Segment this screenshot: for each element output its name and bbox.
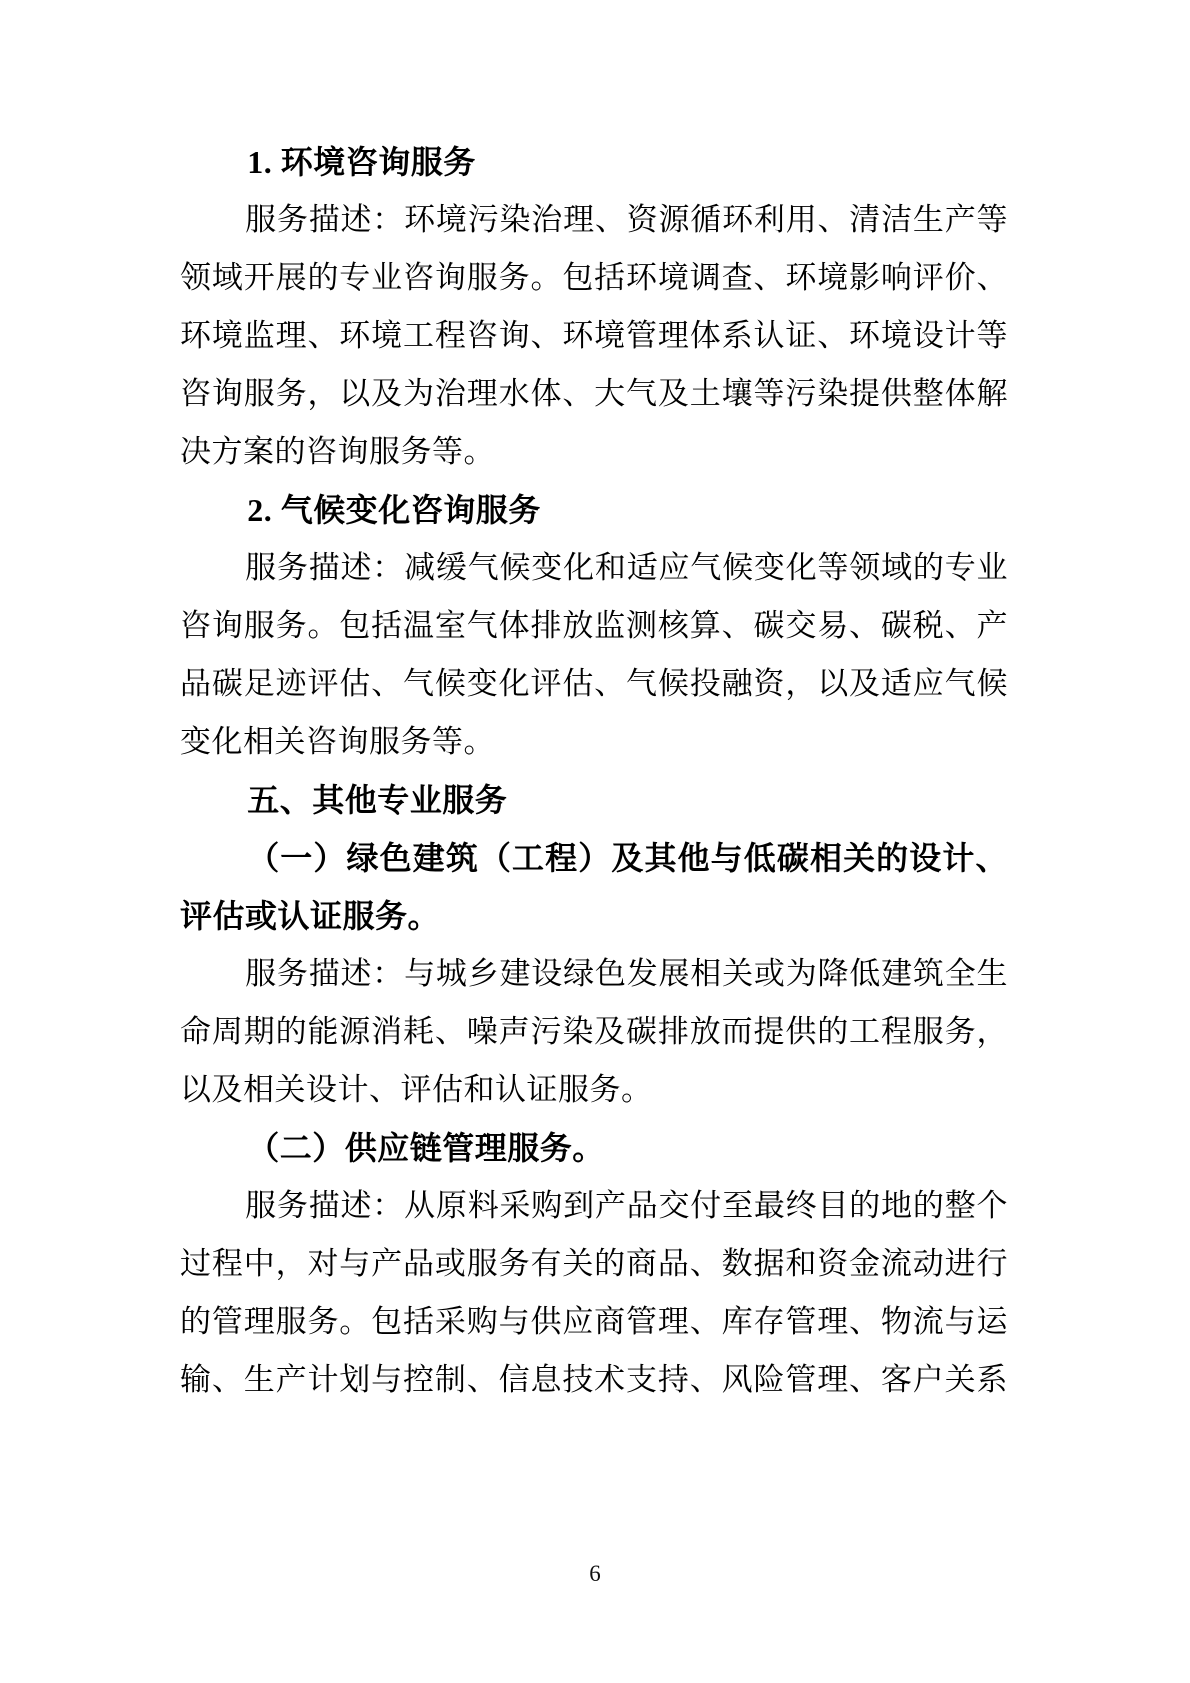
heading-green-building-design-assessment-certification: （一）绿色建筑（工程）及其他与低碳相关的设计、评估或认证服务。: [180, 840, 1008, 934]
paragraph-climate-change-consulting-description: 服务描述：减缓气候变化和适应气候变化等领域的专业咨询服务。包括温室气体排放监测核算、碳交易、碳税、产品碳足迹评估、气候变化评估、气候投融资，以及适应气候变化相关咨询服务等。: [180, 550, 1008, 759]
paragraph-supply-chain-management-description: 服务描述：从原料采购到产品交付至最终目的地的整个过程中，对与产品或服务有关的商品、数据和资金流动进行的管理服务。包括采购与供应商管理、库存管理、物流与运输、生产计划与控制、信息技术支持、风险管理、客户关系: [180, 1188, 1008, 1397]
page-content: [180, 133, 1008, 1409]
heading-environment-consulting-service: 1. 环境咨询服务: [247, 144, 476, 180]
heading-other-professional-services: 五、其他专业服务: [247, 782, 508, 818]
heading-supply-chain-management-service: （二）供应链管理服务。: [247, 1130, 605, 1166]
heading-climate-change-consulting-service: 2. 气候变化咨询服务: [247, 492, 541, 528]
paragraph-green-building-description: 服务描述：与城乡建设绿色发展相关或为降低建筑全生命周期的能源消耗、噪声污染及碳排放而提供的工程服务，以及相关设计、评估和认证服务。: [180, 956, 1008, 1107]
page-number: 6: [589, 1561, 601, 1586]
paragraph-environment-consulting-description: 服务描述：环境污染治理、资源循环利用、清洁生产等领域开展的专业咨询服务。包括环境调查、环境影响评价、环境监理、环境工程咨询、环境管理体系认证、环境设计等咨询服务，以及为治理水体、大气及土壤等污染提供整体解决方案的咨询服务等。: [180, 202, 1008, 469]
